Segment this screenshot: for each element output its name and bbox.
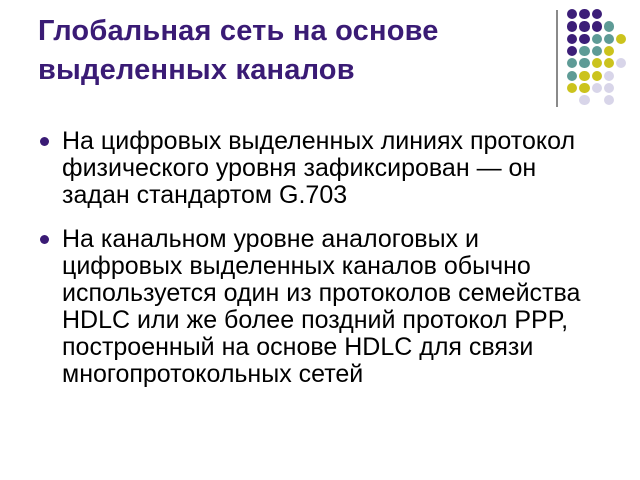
bullet-item: На канальном уровне аналоговых и цифровых выделенных каналов обычно используется один из протоколов семейства HDLC или же более поздний протокол PPP, построенный на основе HDLC для связи многопротокольных сетей [38,226,602,388]
decorative-dot-icon [579,21,589,31]
decorative-dot-icon [592,83,602,93]
decorative-dot-icon [567,34,577,44]
title-divider-line [556,10,558,107]
decorative-dot-icon [592,58,602,68]
decorative-dot-icon [592,34,602,44]
decorative-dot-icon [604,71,614,81]
decorative-dot-icon [579,83,589,93]
decorative-dot-icon [604,83,614,93]
decorative-dot-icon [579,95,589,105]
decorative-dot-icon [567,71,577,81]
bullet-list [38,128,602,405]
decorative-dot-icon [604,21,614,31]
decorative-dot-icon [567,58,577,68]
decorative-dot-icon [567,83,577,93]
decorative-dot-icon [567,21,577,31]
decorative-dot-icon [579,34,589,44]
decorative-dot-icon [616,58,626,68]
decorative-dot-icon [604,58,614,68]
decorative-dot-icon [592,21,602,31]
decorative-dot-icon [592,9,602,19]
decorative-dot-icon [604,46,614,56]
bullet-item: На цифровых выделенных линиях протокол физического уровня зафиксирован — он задан стандартом G.703 [38,128,602,209]
decorative-dot-icon [604,95,614,105]
decorative-dot-icon [579,46,589,56]
decorative-dot-icon [604,34,614,44]
decorative-dot-icon [579,58,589,68]
decorative-dot-icon [616,34,626,44]
decorative-dot-icon [567,46,577,56]
decorative-dot-icon [579,71,589,81]
decorative-dot-icon [592,71,602,81]
decorative-dot-icon [579,9,589,19]
decorative-dot-icon [567,9,577,19]
dots-decoration [566,8,627,106]
decorative-dot-icon [592,46,602,56]
slide-title: Глобальная сеть на основе выделенных каналов [38,15,439,86]
